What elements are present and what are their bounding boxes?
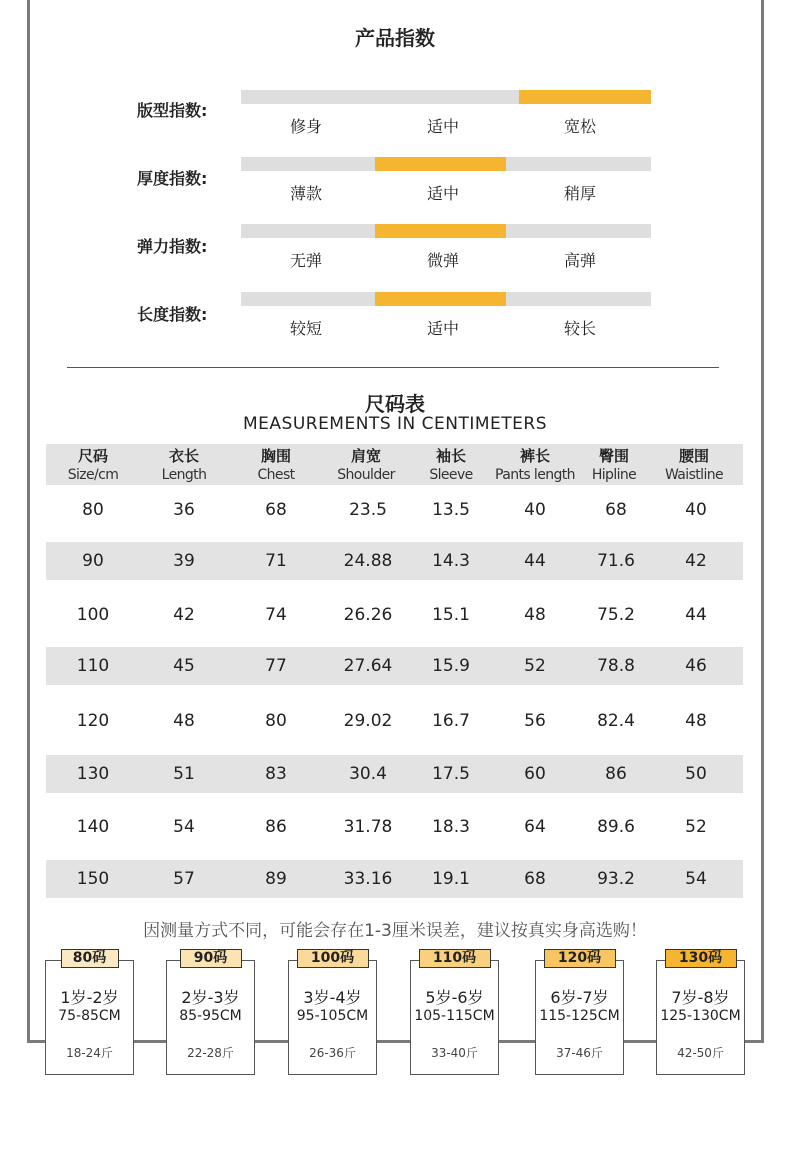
table-cell: 82.4 bbox=[597, 711, 635, 731]
table-cell: 90 bbox=[82, 551, 104, 571]
index-option: 高弹 bbox=[563, 251, 596, 270]
index-bar bbox=[241, 90, 651, 104]
index-option: 适中 bbox=[426, 319, 459, 338]
size-guide-card bbox=[656, 960, 745, 1075]
height-range: 125-130CM bbox=[660, 1008, 741, 1024]
header-cell: 尺码 Size/cm bbox=[67, 447, 119, 483]
weight-range: 18-24斤 bbox=[66, 1046, 113, 1060]
table-cell: 40 bbox=[685, 500, 707, 520]
size-badge: 110码 bbox=[419, 949, 491, 968]
table-row bbox=[46, 647, 743, 685]
table-cell: 89.6 bbox=[597, 817, 635, 837]
table-row bbox=[46, 596, 743, 634]
table-cell: 40 bbox=[524, 500, 546, 520]
header-cell: 裤长 Pants length bbox=[495, 447, 575, 483]
table-cell: 29.02 bbox=[343, 711, 393, 731]
index-option: 宽松 bbox=[563, 117, 596, 136]
size-badge: 80码 bbox=[61, 949, 119, 968]
table-cell: 46 bbox=[685, 656, 707, 676]
height-range: 115-125CM bbox=[539, 1008, 620, 1024]
header-cell: 臀围 Hipline bbox=[591, 447, 637, 483]
table-cell: 19.1 bbox=[432, 869, 470, 889]
table-cell: 130 bbox=[76, 764, 110, 784]
header-cell: 衣长 Length bbox=[161, 447, 207, 483]
table-cell: 48 bbox=[524, 605, 546, 625]
index-bar bbox=[241, 157, 651, 171]
measurement-note: 因测量方式不同，可能会存在1-3厘米误差，建议按真实身高选购！ bbox=[143, 921, 647, 941]
height-range: 75-85CM bbox=[58, 1008, 121, 1024]
size-chart-subtitle: MEASUREMENTS IN CENTIMETERS bbox=[242, 414, 548, 434]
table-cell: 57 bbox=[173, 869, 195, 889]
index-bar bbox=[241, 292, 651, 306]
table-cell: 48 bbox=[173, 711, 195, 731]
table-cell: 150 bbox=[76, 869, 110, 889]
table-row bbox=[46, 542, 743, 580]
size-table-header bbox=[46, 444, 743, 485]
size-guide-card bbox=[166, 960, 255, 1075]
size-chart-title: 尺码表 bbox=[365, 392, 425, 416]
section-divider bbox=[67, 367, 719, 368]
height-range: 85-95CM bbox=[179, 1008, 242, 1024]
table-cell: 24.88 bbox=[343, 551, 393, 571]
table-cell: 18.3 bbox=[432, 817, 470, 837]
index-option: 稍厚 bbox=[563, 184, 596, 203]
age-range: 6岁-7岁 bbox=[550, 988, 609, 1007]
index-option: 修身 bbox=[289, 117, 322, 136]
weight-range: 42-50斤 bbox=[677, 1046, 724, 1060]
index-option: 薄款 bbox=[289, 184, 322, 203]
size-badge: 100码 bbox=[297, 949, 369, 968]
header-cell: 袖长 Sleeve bbox=[429, 447, 473, 483]
size-guide-card bbox=[45, 960, 134, 1075]
age-range: 7岁-8岁 bbox=[671, 988, 730, 1007]
table-row bbox=[46, 755, 743, 793]
index-option: 无弹 bbox=[289, 251, 322, 270]
table-cell: 60 bbox=[524, 764, 546, 784]
table-row bbox=[46, 491, 743, 529]
table-cell: 33.16 bbox=[343, 869, 393, 889]
table-cell: 54 bbox=[173, 817, 195, 837]
table-cell: 23.5 bbox=[349, 500, 387, 520]
table-cell: 68 bbox=[524, 869, 546, 889]
table-cell: 27.64 bbox=[343, 656, 393, 676]
table-cell: 64 bbox=[524, 817, 546, 837]
table-cell: 68 bbox=[605, 500, 627, 520]
table-cell: 100 bbox=[76, 605, 110, 625]
table-cell: 36 bbox=[173, 500, 195, 520]
index-selected-segment bbox=[375, 224, 506, 238]
table-cell: 74 bbox=[265, 605, 287, 625]
table-cell: 78.8 bbox=[597, 656, 635, 676]
table-cell: 42 bbox=[173, 605, 195, 625]
table-cell: 52 bbox=[685, 817, 707, 837]
index-label: 版型指数: bbox=[137, 101, 208, 120]
table-row bbox=[46, 808, 743, 846]
table-cell: 68 bbox=[265, 500, 287, 520]
height-range: 95-105CM bbox=[296, 1008, 369, 1024]
header-cell: 腰围 Waistline bbox=[664, 447, 724, 483]
table-cell: 86 bbox=[265, 817, 287, 837]
index-selected-segment bbox=[375, 157, 506, 171]
weight-range: 37-46斤 bbox=[556, 1046, 603, 1060]
weight-range: 33-40斤 bbox=[431, 1046, 478, 1060]
age-range: 5岁-6岁 bbox=[425, 988, 484, 1007]
age-range: 1岁-2岁 bbox=[60, 988, 119, 1007]
table-cell: 77 bbox=[265, 656, 287, 676]
table-cell: 56 bbox=[524, 711, 546, 731]
table-cell: 75.2 bbox=[597, 605, 635, 625]
index-label: 弹力指数: bbox=[137, 237, 208, 256]
index-label: 长度指数: bbox=[137, 305, 208, 324]
table-cell: 120 bbox=[76, 711, 110, 731]
size-guide-card bbox=[535, 960, 624, 1075]
table-cell: 42 bbox=[685, 551, 707, 571]
table-cell: 80 bbox=[82, 500, 104, 520]
height-range: 105-115CM bbox=[414, 1008, 495, 1024]
table-cell: 110 bbox=[76, 656, 110, 676]
table-cell: 15.9 bbox=[432, 656, 470, 676]
table-cell: 93.2 bbox=[597, 869, 635, 889]
table-cell: 13.5 bbox=[432, 500, 470, 520]
table-cell: 44 bbox=[524, 551, 546, 571]
table-cell: 14.3 bbox=[432, 551, 470, 571]
table-cell: 89 bbox=[265, 869, 287, 889]
table-row bbox=[46, 860, 743, 898]
index-option: 微弹 bbox=[426, 251, 459, 270]
table-cell: 30.4 bbox=[349, 764, 387, 784]
size-badge: 130码 bbox=[665, 949, 737, 968]
table-cell: 71.6 bbox=[597, 551, 635, 571]
table-row bbox=[46, 702, 743, 740]
table-cell: 86 bbox=[605, 764, 627, 784]
table-cell: 50 bbox=[685, 764, 707, 784]
table-cell: 26.26 bbox=[343, 605, 393, 625]
product-index-title: 产品指数 bbox=[355, 26, 435, 50]
table-cell: 140 bbox=[76, 817, 110, 837]
table-cell: 17.5 bbox=[432, 764, 470, 784]
table-cell: 80 bbox=[265, 711, 287, 731]
size-guide-card bbox=[410, 960, 499, 1075]
weight-range: 22-28斤 bbox=[187, 1046, 234, 1060]
table-cell: 45 bbox=[173, 656, 195, 676]
table-cell: 51 bbox=[173, 764, 195, 784]
header-cell: 胸围 Chest bbox=[257, 447, 295, 483]
size-guide-card bbox=[288, 960, 377, 1075]
weight-range: 26-36斤 bbox=[309, 1046, 356, 1060]
age-range: 3岁-4岁 bbox=[303, 988, 362, 1007]
table-cell: 15.1 bbox=[432, 605, 470, 625]
table-cell: 16.7 bbox=[432, 711, 470, 731]
size-badge: 90码 bbox=[180, 949, 242, 968]
table-cell: 83 bbox=[265, 764, 287, 784]
table-cell: 48 bbox=[685, 711, 707, 731]
index-option: 较短 bbox=[289, 319, 322, 338]
index-bar bbox=[241, 224, 651, 238]
index-option: 适中 bbox=[426, 117, 459, 136]
table-cell: 44 bbox=[685, 605, 707, 625]
index-selected-segment bbox=[375, 292, 506, 306]
table-cell: 71 bbox=[265, 551, 287, 571]
age-range: 2岁-3岁 bbox=[181, 988, 240, 1007]
header-cell: 肩宽 Shoulder bbox=[337, 447, 395, 483]
index-label: 厚度指数: bbox=[137, 169, 208, 188]
table-cell: 52 bbox=[524, 656, 546, 676]
index-option: 较长 bbox=[563, 319, 596, 338]
table-cell: 31.78 bbox=[343, 817, 393, 837]
index-option: 适中 bbox=[426, 184, 459, 203]
table-cell: 54 bbox=[685, 869, 707, 889]
size-badge: 120码 bbox=[544, 949, 616, 968]
table-cell: 39 bbox=[173, 551, 195, 571]
index-selected-segment bbox=[519, 90, 651, 104]
